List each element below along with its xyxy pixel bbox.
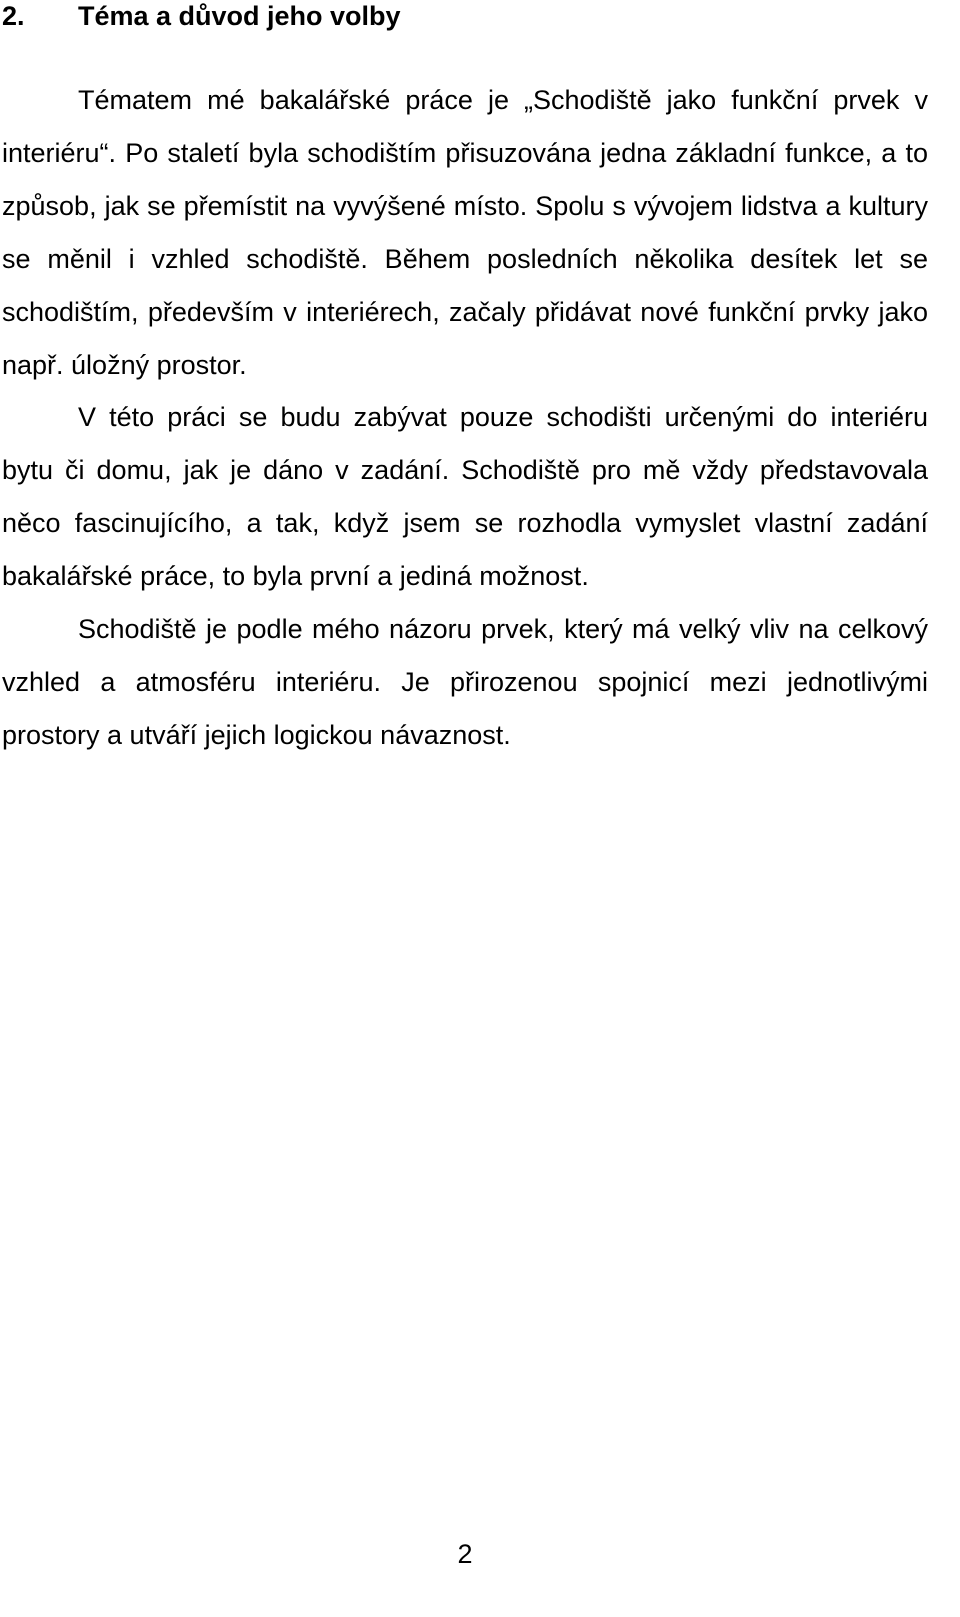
section-number: 2. xyxy=(2,1,25,31)
section-title: Téma a důvod jeho volby xyxy=(78,1,401,31)
paragraph-3: Schodiště je podle mého názoru prvek, který má velký vliv na celkový vzhled a atmosféru interiéru. Je přirozenou spojnicí mezi jednotlivými prostory a utváří jejich logickou návaznost. xyxy=(2,614,928,750)
paragraph-1: Tématem mé bakalářské práce je „Schodiště jako funkční prvek v interiéru“. Po staletí byla schodištím přisuzována jedna základní funkce, a to způsob, jak se přemístit na vyvýšené místo. Spolu s vývojem lidstva a kultury se měnil i vzhled schodiště. Během posledních několika desítek let se schodištím, především v interiérech, začaly přidávat nové funkční prvky jako např. úložný prostor. xyxy=(2,85,928,380)
section-heading xyxy=(2,0,401,32)
paragraph-2: V této práci se budu zabývat pouze schodišti určenými do interiéru bytu či domu, jak je dáno v zadání. Schodiště pro mě vždy představovala něco fascinujícího, a tak, když jsem se rozhodla vymyslet vlastní zadání bakalářské práce, to byla první a jediná možnost. xyxy=(2,402,928,592)
body-text xyxy=(2,74,928,762)
page-number: 2 xyxy=(457,1539,473,1569)
